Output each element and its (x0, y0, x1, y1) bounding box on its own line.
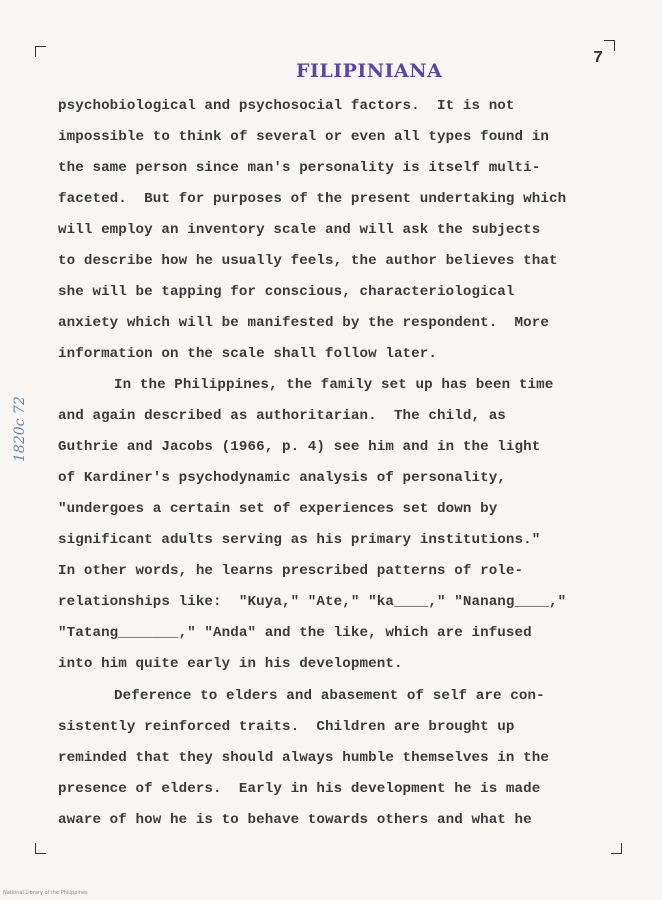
text-line: In the Philippines, the family set up has been time (114, 377, 554, 393)
text-line: aware of how he is to behave towards others and what he (58, 812, 532, 828)
text-line: In other words, he learns prescribed patterns of role- (58, 563, 524, 579)
text-line: anxiety which will be manifested by the respondent. More (58, 315, 549, 331)
text-line: "Tatang_______," "Anda" and the like, which are infused (58, 625, 532, 641)
text-line: information on the scale shall follow later. (58, 346, 438, 362)
text-line: impossible to think of several or even all types found in (58, 129, 549, 145)
text-line: to describe how he usually feels, the author believes that (58, 253, 558, 269)
text-line: presence of elders. Early in his development he is made (58, 781, 541, 797)
filipiniana-stamp: FILIPINIANA (296, 60, 443, 82)
text-line: of Kardiner's psychodynamic analysis of personality, (58, 470, 506, 486)
text-line: Deference to elders and abasement of self are con- (114, 688, 545, 704)
page-number: 7 (593, 49, 604, 68)
crop-mark-bottom-left (35, 843, 46, 854)
margin-note: 1820c 72 (12, 396, 28, 462)
text-line: "undergoes a certain set of experiences set down by (58, 501, 498, 517)
crop-mark-top-right (604, 40, 615, 51)
text-line: the same person since man's personality is itself multi- (58, 160, 541, 176)
text-line: psychobiological and psychosocial factors. It is not (58, 98, 515, 114)
text-line: into him quite early in his development. (58, 656, 403, 672)
text-line: and again described as authoritarian. The child, as (58, 408, 506, 424)
text-line: reminded that they should always humble themselves in the (58, 750, 549, 766)
text-line: Guthrie and Jacobs (1966, p. 4) see him and in the light (58, 439, 541, 455)
text-line: significant adults serving as his primary institutions." (58, 532, 541, 548)
text-line: will employ an inventory scale and will ask the subjects (58, 222, 541, 238)
footer-credit: National Library of the Philippines (3, 890, 88, 896)
text-line: faceted. But for purposes of the present undertaking which (58, 191, 567, 207)
text-line: she will be tapping for conscious, characteriological (58, 284, 515, 300)
text-line: relationships like: "Kuya," "Ate," "ka____," "Nanang____," (58, 594, 567, 610)
text-line: sistently reinforced traits. Children are brought up (58, 719, 515, 735)
crop-mark-bottom-right (611, 843, 622, 854)
crop-mark-top-left (35, 46, 46, 57)
